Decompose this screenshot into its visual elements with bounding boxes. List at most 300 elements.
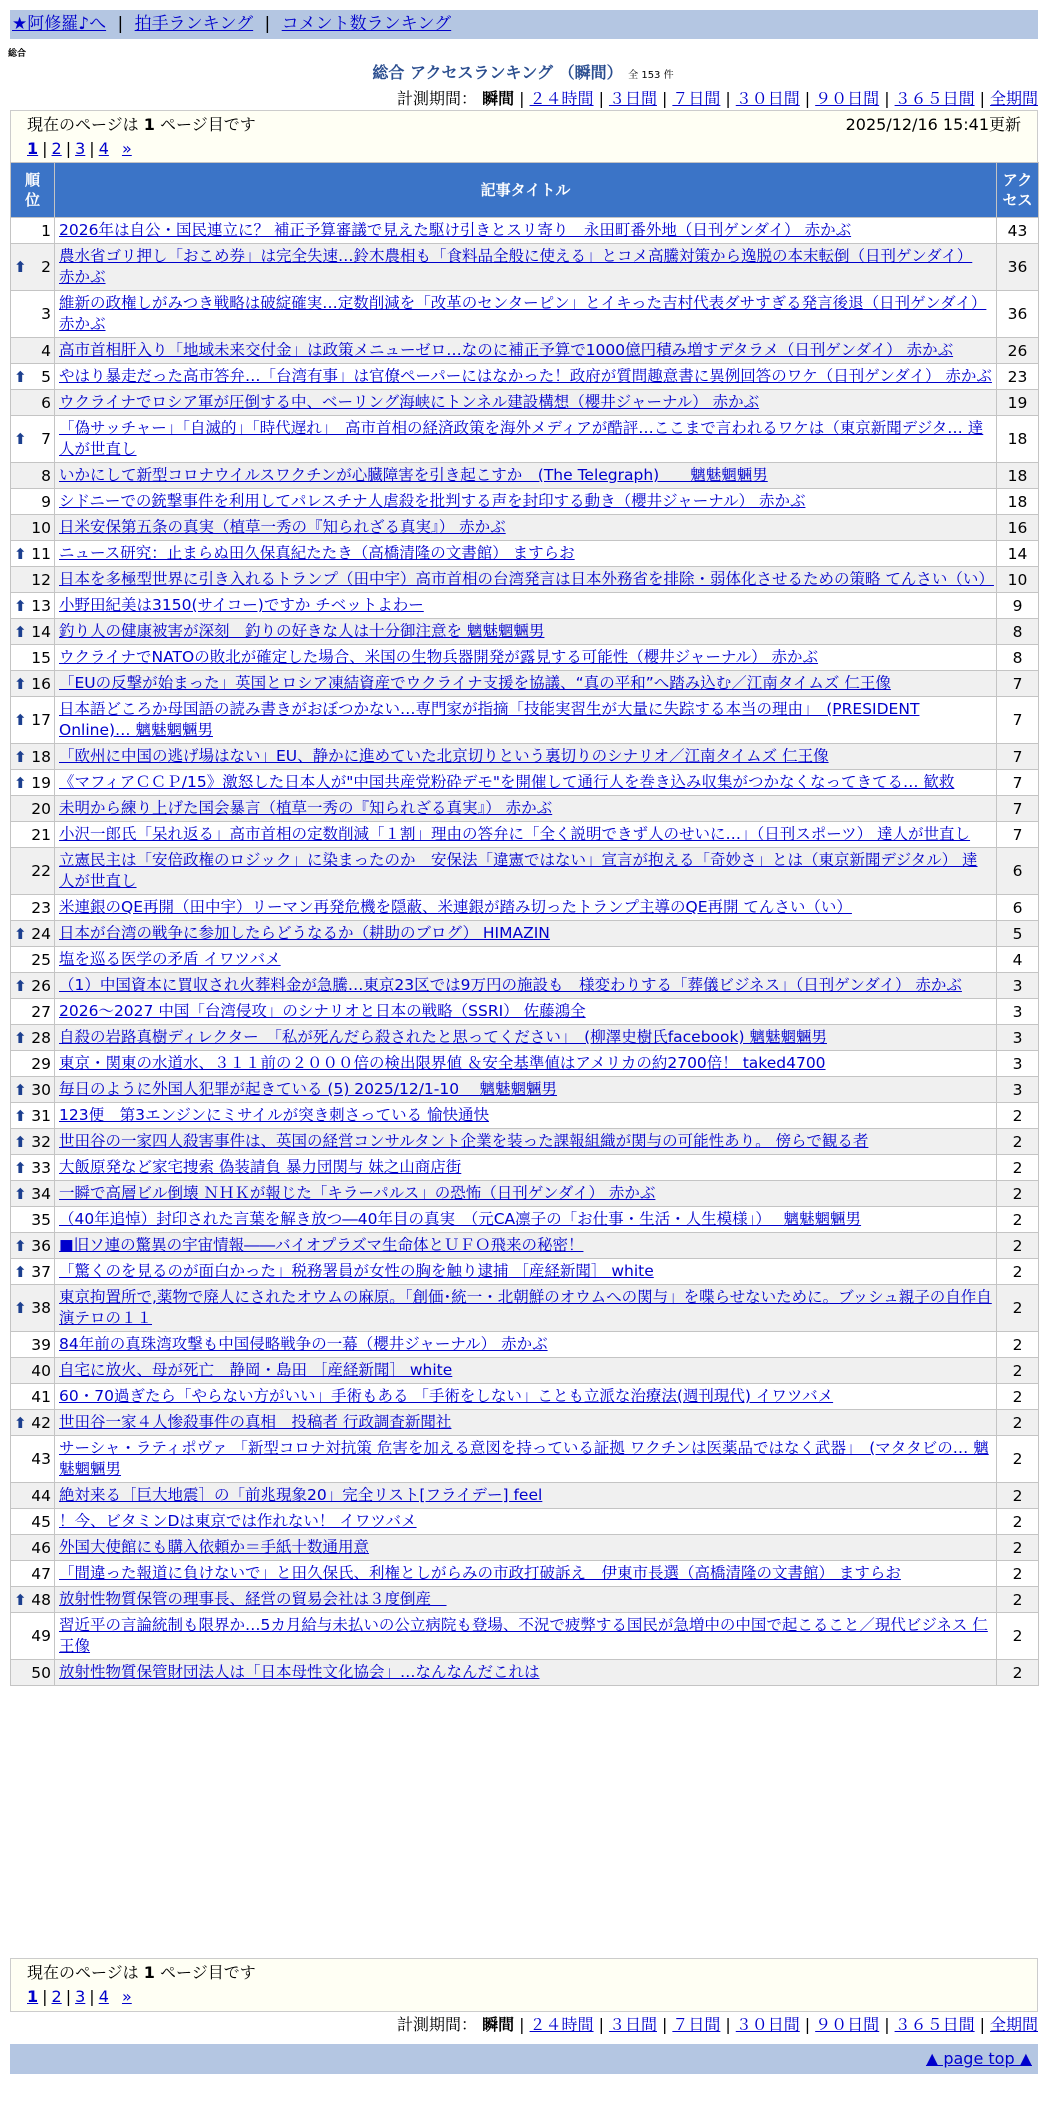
article-title-link[interactable]: ウクライナでロシア軍が圧倒する中、ベーリング海峡にトンネル建設構想（櫻井ジャーナル） 赤かぶ bbox=[59, 393, 760, 411]
page-info-bottom bbox=[10, 1958, 1038, 2012]
article-title-link[interactable]: 大飯原発など家宅捜索 偽装請負 暴力団関与 妹之山商店街 bbox=[59, 1158, 462, 1176]
period-link[interactable]: ９０日間 bbox=[815, 89, 880, 108]
article-title-link[interactable]: 日本が台湾の戦争に参加したらどうなるか（耕助のブログ） HIMAZIN bbox=[59, 924, 550, 942]
article-title-link[interactable]: 農水省ゴリ押し「おこめ券」は完全失速…鈴木農相も「食料品全般に使える」とコメ高騰対策から逸脱の本末転倒（日刊ゲンダイ） 赤かぶ bbox=[59, 247, 973, 286]
article-title-link[interactable]: 123便 第3エンジンにミサイルが突き刺さっている 愉快通快 bbox=[59, 1106, 490, 1124]
rank-number: 33 bbox=[31, 1158, 51, 1177]
title-cell bbox=[55, 895, 997, 921]
article-title-link[interactable]: 「驚くのを見るのが面白かった」税務署員が女性の胸を触り逮捕 ［産経新聞］ white bbox=[59, 1262, 654, 1280]
table-row bbox=[11, 291, 1039, 338]
table-row bbox=[11, 1332, 1039, 1358]
title-cell bbox=[55, 1613, 997, 1660]
period-link[interactable]: ２４時間 bbox=[529, 89, 594, 108]
period-separator: | bbox=[598, 2015, 604, 2034]
pager-top bbox=[27, 137, 1021, 161]
article-title-link[interactable]: 小沢一郎氏「呆れ返る」高市首相の定数削減「１割」理由の答弁に「全く説明できず人のせいに…」（日刊スポーツ） 達人が世直し bbox=[59, 825, 971, 843]
title-cell bbox=[55, 947, 997, 973]
access-count: 7 bbox=[997, 744, 1039, 770]
table-row bbox=[11, 671, 1039, 697]
home-link[interactable]: ★阿修羅♪へ bbox=[12, 14, 107, 34]
title-cell bbox=[55, 744, 997, 770]
rank-up-arrow-icon: ⬆ bbox=[14, 596, 27, 615]
title-cell bbox=[55, 848, 997, 895]
table-row bbox=[11, 1358, 1039, 1384]
table-row bbox=[11, 1259, 1039, 1285]
pager-page-link[interactable]: 2 bbox=[51, 1987, 62, 2006]
period-link[interactable]: 全期間 bbox=[989, 2015, 1038, 2034]
access-count: 2 bbox=[997, 1233, 1039, 1259]
article-title-link[interactable]: 自宅に放火、母が死亡 静岡・島田 ［産経新聞］ white bbox=[59, 1361, 453, 1379]
period-separator: | bbox=[979, 2015, 985, 2034]
rank-cell bbox=[11, 895, 55, 921]
rank-number: 10 bbox=[31, 518, 51, 537]
title-cell bbox=[55, 515, 997, 541]
article-title-link[interactable]: 日本語どころか母国語の読み書きがおぼつかない…専門家が指摘「技能実習生が大量に失踪する本当の理由」 (PRESIDENT Online)… 魑魅魍魎男 bbox=[59, 700, 920, 739]
rank-up-arrow-icon: ⬆ bbox=[14, 1236, 27, 1255]
rank-cell bbox=[11, 1483, 55, 1509]
article-title-link[interactable]: 習近平の言論統制も限界か…5カ月給与未払いの公立病院も登場、不況で疲弊する国民が急増中の中国で起こること／現代ビジネス 仁王像 bbox=[59, 1616, 988, 1655]
rank-up-arrow-icon: ⬆ bbox=[14, 711, 27, 729]
title-cell bbox=[55, 697, 997, 744]
table-row bbox=[11, 895, 1039, 921]
pager-separator: | bbox=[65, 139, 72, 158]
title-cell bbox=[55, 822, 997, 848]
title-cell bbox=[55, 1155, 997, 1181]
rank-number: 36 bbox=[31, 1236, 51, 1255]
access-count: 7 bbox=[997, 697, 1039, 744]
pager-separator: | bbox=[65, 1987, 72, 2006]
table-row bbox=[11, 1077, 1039, 1103]
title-cell bbox=[55, 619, 997, 645]
table-row bbox=[11, 973, 1039, 999]
title-cell bbox=[55, 593, 997, 619]
article-title-link[interactable]: シドニーでの銃撃事件を利用してパレスチナ人虐殺を批判する声を封印する動き（櫻井ジャーナル） 赤かぶ bbox=[59, 492, 806, 510]
table-row bbox=[11, 619, 1039, 645]
access-count: 36 bbox=[997, 291, 1039, 338]
total-count: 全 153 件 bbox=[628, 70, 674, 81]
article-title-link[interactable]: 自殺の岩路真樹ディレクター 「私が死んだら殺されたと思ってください」 (柳澤史樹氏facebook) 魑魅魍魎男 bbox=[59, 1028, 827, 1046]
article-title-link[interactable]: やはり暴走だった高市答弁…「台湾有事」は官僚ペーパーにはなかった！政府が質問趣意書に異例回答のワケ（日刊ゲンダイ） 赤かぶ bbox=[59, 367, 992, 385]
rank-number: 32 bbox=[31, 1132, 51, 1151]
rank-cell bbox=[11, 515, 55, 541]
nav-separator: | bbox=[117, 14, 124, 34]
article-title-link[interactable]: 「欧州に中国の逃げ場はない」EU、静かに進めていた北京切りという裏切りのシナリオ／江南タイムズ 仁王像 bbox=[59, 747, 829, 765]
article-title-link[interactable]: 日本を多極型世界に引き入れるトランプ（田中宇）高市首相の台湾発言は日本外務省を排除・弱体化させるための策略 てんさい（い） bbox=[59, 570, 994, 588]
table-row bbox=[11, 390, 1039, 416]
rank-up-arrow-icon: ⬆ bbox=[14, 622, 27, 641]
rank-number: 26 bbox=[31, 976, 51, 995]
rank-up-arrow-icon: ⬆ bbox=[14, 367, 27, 386]
rank-cell bbox=[11, 999, 55, 1025]
rank-number: 3 bbox=[41, 305, 51, 323]
table-row bbox=[11, 1535, 1039, 1561]
article-title-link[interactable]: 東京・関東の水道水、３１１前の２０００倍の検出限界値 ＆安全基準値はアメリカの約2700倍！ taked4700 bbox=[59, 1054, 826, 1072]
title-column-header: 記事タイトル bbox=[55, 163, 997, 218]
period-link[interactable]: ２４時間 bbox=[529, 2015, 594, 2034]
pager-separator: | bbox=[42, 1987, 48, 2006]
rank-cell bbox=[11, 291, 55, 338]
access-count: 2 bbox=[997, 1259, 1039, 1285]
pager-page-link[interactable]: 4 bbox=[98, 1987, 109, 2006]
rank-number: 41 bbox=[31, 1387, 51, 1406]
period-link[interactable]: ３日間 bbox=[608, 89, 657, 108]
title-cell bbox=[55, 1181, 997, 1207]
comment-ranking-link[interactable]: コメント数ランキング bbox=[281, 14, 452, 34]
rank-cell bbox=[11, 1561, 55, 1587]
period-link[interactable]: ３６５日間 bbox=[894, 2015, 975, 2034]
table-row bbox=[11, 515, 1039, 541]
period-link[interactable]: ３６５日間 bbox=[894, 89, 975, 108]
article-title-link[interactable]: 84年前の真珠湾攻撃も中国侵略戦争の一幕（櫻井ジャーナル） 赤かぶ bbox=[59, 1335, 548, 1353]
access-count: 2 bbox=[997, 1613, 1039, 1660]
period-separator: | bbox=[519, 89, 525, 108]
period-label: 計測期間： bbox=[397, 2015, 478, 2034]
access-count: 43 bbox=[997, 218, 1039, 244]
article-title-link[interactable]: 小野田紀美は3150(サイコー)ですか チベットよわー bbox=[59, 596, 424, 614]
table-row bbox=[11, 338, 1039, 364]
article-title-link[interactable]: 米連銀のQE再開（田中宇）リーマン再発危機を隠蔽、米連銀が踏み切ったトランプ主導のQE再開 てんさい（い） bbox=[59, 898, 852, 916]
period-current: 瞬間 bbox=[482, 89, 515, 108]
rank-cell bbox=[11, 1233, 55, 1259]
rank-cell bbox=[11, 1129, 55, 1155]
article-title-link[interactable]: 2026～2027 中国「台湾侵攻」のシナリオと日本の戦略（SSRI） 佐藤鴻全 bbox=[59, 1002, 586, 1020]
article-title-link[interactable]: （1）中国資本に買収され火葬料金が急騰…東京23区では9万円の施設も 様変わりする「葬儀ビジネス」（日刊ゲンダイ） 赤かぶ bbox=[59, 976, 962, 994]
access-count: 18 bbox=[997, 489, 1039, 515]
article-title-link[interactable]: ニュース研究：止まらぬ田久保真紀たたき（高橋清隆の文書館） ますらお bbox=[59, 544, 575, 562]
rank-cell bbox=[11, 1155, 55, 1181]
article-title-link[interactable]: 塩を巡る医学の矛盾 イワツバメ bbox=[59, 950, 281, 968]
pager-next-link[interactable]: » bbox=[121, 139, 132, 158]
article-title-link[interactable]: 「偽サッチャー」「自滅的」「時代遅れ」 高市首相の経済政策を海外メディアが酷評…ここまで言われるワケは（東京新聞デジタ… 達人が世直し bbox=[59, 419, 984, 458]
article-title-link[interactable]: 絶対来る［巨大地震］の「前兆現象20」完全リスト[フライデー] feel bbox=[59, 1486, 543, 1504]
page-info-prefix: 現在のページは bbox=[27, 1963, 139, 1982]
title-cell bbox=[55, 1233, 997, 1259]
access-count: 2 bbox=[997, 1207, 1039, 1233]
rank-number: 27 bbox=[31, 1002, 51, 1021]
article-title-link[interactable]: 東京拘置所で,薬物で廃人にされたオウムの麻原。「創価･統一・北朝鮮のオウムへの関与」を喋らせないために。ブッシュ親子の自作自演テロの１１ bbox=[59, 1288, 992, 1327]
access-count: 4 bbox=[997, 947, 1039, 973]
rank-cell bbox=[11, 1207, 55, 1233]
article-title-link[interactable]: 外国大使館にも購入依頼か＝手紙十数通用意 bbox=[59, 1538, 370, 1556]
rank-number: 40 bbox=[31, 1361, 51, 1380]
access-count: 14 bbox=[997, 541, 1039, 567]
table-row bbox=[11, 1410, 1039, 1436]
rank-number: 19 bbox=[31, 773, 51, 792]
rank-cell bbox=[11, 973, 55, 999]
rank-cell bbox=[11, 848, 55, 895]
table-row bbox=[11, 921, 1039, 947]
rank-number: 30 bbox=[31, 1080, 51, 1099]
rank-cell bbox=[11, 921, 55, 947]
rank-up-arrow-icon: ⬆ bbox=[14, 1590, 27, 1609]
access-count: 6 bbox=[997, 895, 1039, 921]
rank-number: 21 bbox=[31, 825, 51, 844]
title-cell bbox=[55, 921, 997, 947]
period-selector-bottom bbox=[397, 2012, 1038, 2035]
rank-up-arrow-icon: ⬆ bbox=[14, 544, 27, 563]
rank-up-arrow-icon: ⬆ bbox=[14, 258, 27, 276]
pager-page-link[interactable]: 4 bbox=[98, 139, 109, 158]
title-cell bbox=[55, 364, 997, 390]
article-title-link[interactable]: 未明から練り上げた国会暴言（植草一秀の『知られざる真実』） 赤かぶ bbox=[59, 799, 553, 817]
table-row bbox=[11, 1103, 1039, 1129]
category-label: 総合 bbox=[8, 49, 27, 59]
access-count: 2 bbox=[997, 1384, 1039, 1410]
rank-number: 28 bbox=[31, 1028, 51, 1047]
rank-cell bbox=[11, 390, 55, 416]
ranking-table bbox=[10, 162, 1039, 1686]
article-title-link[interactable]: 放射性物質保管の理事長、経営の貿易会社は３度倒産 bbox=[59, 1590, 447, 1608]
title-cell bbox=[55, 1285, 997, 1332]
access-count: 2 bbox=[997, 1561, 1039, 1587]
period-link[interactable]: ３０日間 bbox=[735, 89, 800, 108]
rank-number: 38 bbox=[31, 1299, 51, 1317]
page-info-top bbox=[10, 110, 1038, 164]
title-cell bbox=[55, 1587, 997, 1613]
table-row bbox=[11, 218, 1039, 244]
rank-cell bbox=[11, 1384, 55, 1410]
period-link[interactable]: ９０日間 bbox=[815, 2015, 880, 2034]
table-row bbox=[11, 1436, 1039, 1483]
pager-separator: | bbox=[89, 1987, 95, 2006]
access-count: 2 bbox=[997, 1129, 1039, 1155]
table-row bbox=[11, 364, 1039, 390]
rank-number: 4 bbox=[41, 341, 51, 360]
page-info-suffix: ページ目です bbox=[160, 1963, 256, 1982]
article-title-link[interactable]: 維新の政権しがみつき戦略は破綻確実…定数削減を「改革のセンターピン」とイキった吉村代表ダサすぎる発言後退（日刊ゲンダイ） 赤かぶ bbox=[59, 294, 987, 333]
table-row bbox=[11, 489, 1039, 515]
pager-page-current[interactable] bbox=[27, 1987, 38, 2006]
top-nav-bar bbox=[10, 10, 1038, 39]
article-title-link[interactable]: 一瞬で高層ビル倒壊 ＮＨＫが報じた「キラーパルス」の恐怖（日刊ゲンダイ） 赤かぶ bbox=[59, 1184, 656, 1202]
table-row bbox=[11, 697, 1039, 744]
article-title-link[interactable]: （40年追悼）封印された言葉を解き放つ―40年目の真実 （元CA凛子の「お仕事・生活・人生模様」） 魑魅魍魎男 bbox=[59, 1210, 862, 1228]
access-count: 7 bbox=[997, 822, 1039, 848]
footer-bar bbox=[10, 2044, 1038, 2074]
rank-number: 17 bbox=[31, 711, 51, 729]
access-count: 2 bbox=[997, 1483, 1039, 1509]
article-title-link[interactable]: 世田谷一家４人惨殺事件の真相 投稿者 行政調査新聞社 bbox=[59, 1413, 452, 1431]
rank-cell bbox=[11, 1509, 55, 1535]
access-column-header: アクセス bbox=[997, 163, 1039, 218]
pager-page-link[interactable]: 3 bbox=[75, 1987, 86, 2006]
article-title-link[interactable]: 放射性物質保管財団法人は「日本母性文化協会」…なんなんだこれは bbox=[59, 1663, 540, 1681]
rank-number: 6 bbox=[41, 393, 51, 412]
article-title-link[interactable]: 《マフィアＣＣＰ/15》激怒した日本人が"中国共産党粉砕デモ"を開催して通行人を巻き込み収集がつかなくなってきてる… 歓救 bbox=[59, 773, 955, 791]
article-title-link[interactable]: ！今、ビタミンDは東京では作れない！ イワツバメ bbox=[59, 1512, 417, 1530]
title-cell bbox=[55, 1207, 997, 1233]
article-title-link[interactable]: ■旧ソ連の驚異の宇宙情報――バイオプラズマ生命体とＵＦＯ飛来の秘密！ bbox=[59, 1236, 584, 1254]
nav-separator: | bbox=[264, 14, 271, 34]
access-count: 2 bbox=[997, 1587, 1039, 1613]
rank-number: 46 bbox=[31, 1538, 51, 1557]
pager-page-number: 1 bbox=[27, 139, 39, 158]
period-separator: | bbox=[598, 89, 604, 108]
article-title-link[interactable]: 高市首相肝入り「地域未来交付金」は政策メニューゼロ…なのに補正予算で1000億円積み増すデタラメ（日刊ゲンダイ） 赤かぶ bbox=[59, 341, 954, 359]
rank-up-arrow-icon: ⬆ bbox=[14, 1413, 27, 1432]
table-row bbox=[11, 770, 1039, 796]
access-count: 16 bbox=[997, 515, 1039, 541]
rank-cell bbox=[11, 1587, 55, 1613]
applause-ranking-link[interactable]: 拍手ランキング bbox=[134, 14, 254, 34]
table-row bbox=[11, 541, 1039, 567]
access-count: 18 bbox=[997, 416, 1039, 463]
rank-cell bbox=[11, 947, 55, 973]
access-count: 10 bbox=[997, 567, 1039, 593]
rank-number: 1 bbox=[41, 221, 51, 240]
rank-cell bbox=[11, 1613, 55, 1660]
rank-cell bbox=[11, 619, 55, 645]
page-top-link[interactable]: ▲ page top ▲ bbox=[925, 2049, 1032, 2068]
rank-cell bbox=[11, 1025, 55, 1051]
period-separator: | bbox=[979, 89, 985, 108]
rank-number: 37 bbox=[31, 1262, 51, 1281]
rank-up-arrow-icon: ⬆ bbox=[14, 747, 27, 766]
rank-up-arrow-icon: ⬆ bbox=[14, 1299, 27, 1317]
rank-up-arrow-icon: ⬆ bbox=[14, 1262, 27, 1281]
table-row bbox=[11, 1561, 1039, 1587]
rank-cell bbox=[11, 1051, 55, 1077]
updated-timestamp: 2025/12/16 15:41更新 bbox=[845, 115, 1021, 134]
table-row bbox=[11, 999, 1039, 1025]
rank-cell bbox=[11, 671, 55, 697]
article-title-link[interactable]: 「間違った報道に負けないで」と田久保氏、利権としがらみの市政打破訴え 伊東市長選（高橋清隆の文書館） ますらお bbox=[59, 1564, 901, 1582]
title-cell bbox=[55, 1332, 997, 1358]
period-link[interactable]: 全期間 bbox=[989, 89, 1038, 108]
rank-cell bbox=[11, 1358, 55, 1384]
table-row bbox=[11, 1025, 1039, 1051]
table-row bbox=[11, 796, 1039, 822]
current-page-number: 1 bbox=[143, 1963, 155, 1982]
pager-separator bbox=[113, 139, 118, 158]
article-title-link[interactable]: 2026年は自公・国民連立に？ 補正予算審議で見えた駆け引きとスリ寄り 永田町番外地（日刊ゲンダイ） 赤かぶ bbox=[59, 221, 852, 239]
rank-number: 13 bbox=[31, 596, 51, 615]
title-cell bbox=[55, 1077, 997, 1103]
rank-number: 5 bbox=[41, 367, 51, 386]
title-cell bbox=[55, 645, 997, 671]
rank-number: 9 bbox=[41, 492, 51, 511]
table-row bbox=[11, 1207, 1039, 1233]
table-header-row bbox=[11, 163, 1039, 218]
access-count: 9 bbox=[997, 593, 1039, 619]
page-info-prefix: 現在のページは bbox=[27, 115, 139, 134]
access-count: 18 bbox=[997, 463, 1039, 489]
rank-cell bbox=[11, 697, 55, 744]
table-row bbox=[11, 1613, 1039, 1660]
period-link[interactable]: ７日間 bbox=[672, 89, 721, 108]
rank-number: 12 bbox=[31, 570, 51, 589]
access-count: 2 bbox=[997, 1103, 1039, 1129]
table-row bbox=[11, 947, 1039, 973]
table-row bbox=[11, 1051, 1039, 1077]
rank-cell bbox=[11, 1332, 55, 1358]
rank-up-arrow-icon: ⬆ bbox=[14, 976, 27, 995]
rank-up-arrow-icon: ⬆ bbox=[14, 1158, 27, 1177]
access-count: 7 bbox=[997, 796, 1039, 822]
rank-up-arrow-icon: ⬆ bbox=[14, 1106, 27, 1125]
rank-number: 2 bbox=[41, 258, 51, 276]
article-title-link[interactable]: サーシャ・ラティポヴァ 「新型コロナ対抗策 危害を加える意図を持っている証拠 ワクチンは医薬品ではなく武器」 (マタタビの… 魑魅魍魎男 bbox=[59, 1439, 989, 1478]
pager-bottom bbox=[27, 1985, 1021, 2009]
title-cell bbox=[55, 999, 997, 1025]
rank-cell bbox=[11, 244, 55, 291]
article-title-link[interactable]: いかにして新型コロナウイルスワクチンが心臓障害を引き起こすか (The Telegraph) 魑魅魍魎男 bbox=[59, 466, 768, 484]
title-cell bbox=[55, 1509, 997, 1535]
title-cell bbox=[55, 1410, 997, 1436]
rank-number: 11 bbox=[31, 544, 51, 563]
rank-cell bbox=[11, 489, 55, 515]
rank-cell bbox=[11, 593, 55, 619]
rank-cell bbox=[11, 1285, 55, 1332]
title-cell bbox=[55, 218, 997, 244]
access-count: 3 bbox=[997, 999, 1039, 1025]
rank-cell bbox=[11, 416, 55, 463]
page-title bbox=[0, 60, 1046, 83]
period-separator: | bbox=[725, 2015, 731, 2034]
pager-page-current[interactable] bbox=[27, 139, 38, 158]
rank-up-arrow-icon: ⬆ bbox=[14, 674, 27, 693]
rank-number: 34 bbox=[31, 1184, 51, 1203]
pager-page-link[interactable]: 3 bbox=[75, 139, 86, 158]
pager-page-link[interactable]: 2 bbox=[51, 139, 62, 158]
title-cell bbox=[55, 1483, 997, 1509]
title-cell bbox=[55, 416, 997, 463]
rank-number: 7 bbox=[41, 430, 51, 448]
access-count: 19 bbox=[997, 390, 1039, 416]
table-row bbox=[11, 463, 1039, 489]
article-title-link[interactable]: 日米安保第五条の真実（植草一秀の『知られざる真実』） 赤かぶ bbox=[59, 518, 506, 536]
access-count: 3 bbox=[997, 1051, 1039, 1077]
article-title-link[interactable]: 「EUの反撃が始まった」英国とロシア凍結資産でウクライナ支援を協議、“真の平和”へ踏み込む／江南タイムズ 仁王像 bbox=[59, 674, 891, 692]
rank-up-arrow-icon: ⬆ bbox=[14, 924, 27, 943]
access-count: 23 bbox=[997, 364, 1039, 390]
period-link[interactable]: ３日間 bbox=[608, 2015, 657, 2034]
pager-separator: | bbox=[89, 139, 95, 158]
article-title-link[interactable]: 世田谷の一家四人殺害事件は、英国の経営コンサルタント企業を装った課報組織が関与の可能性あり。 傍らで観る者 bbox=[59, 1132, 869, 1150]
rank-cell bbox=[11, 463, 55, 489]
period-link[interactable]: ７日間 bbox=[672, 2015, 721, 2034]
article-title-link[interactable]: 毎日のように外国人犯罪が起きている (5) 2025/12/1-10 魑魅魍魎男 bbox=[59, 1080, 558, 1098]
article-title-link[interactable]: ウクライナでNATOの敗北が確定した場合、米国の生物兵器開発が露見する可能性（櫻井ジャーナル） 赤かぶ bbox=[59, 648, 819, 666]
rank-number: 42 bbox=[31, 1413, 51, 1432]
table-row bbox=[11, 822, 1039, 848]
title-cell bbox=[55, 338, 997, 364]
period-link[interactable]: ３０日間 bbox=[735, 2015, 800, 2034]
table-row bbox=[11, 1233, 1039, 1259]
rank-cell bbox=[11, 1077, 55, 1103]
rank-up-arrow-icon: ⬆ bbox=[14, 773, 27, 792]
access-count: 26 bbox=[997, 338, 1039, 364]
title-cell bbox=[55, 973, 997, 999]
pager-separator: | bbox=[42, 139, 48, 158]
rank-number: 20 bbox=[31, 799, 51, 818]
article-title-link[interactable]: 60・70過ぎたら「やらない方がいい」手術もある 「手術をしない」ことも立派な治療法(週刊現代) イワツバメ bbox=[59, 1387, 834, 1405]
rank-number: 18 bbox=[31, 747, 51, 766]
table-row bbox=[11, 1384, 1039, 1410]
rank-number: 15 bbox=[31, 648, 51, 667]
rank-number: 39 bbox=[31, 1335, 51, 1354]
period-separator: | bbox=[661, 2015, 668, 2034]
period-separator: | bbox=[884, 2015, 890, 2034]
period-separator: | bbox=[661, 89, 668, 108]
pager-next-link[interactable]: » bbox=[121, 1987, 132, 2006]
title-cell bbox=[55, 567, 997, 593]
article-title-link[interactable]: 釣り人の健康被害が深刻 釣りの好きな人は十分御注意を 魑魅魍魎男 bbox=[59, 622, 545, 640]
rank-up-arrow-icon: ⬆ bbox=[14, 430, 27, 448]
access-count: 2 bbox=[997, 1660, 1039, 1686]
article-title-link[interactable]: 立憲民主は「安倍政権のロジック」に染まったのか 安保法「違憲ではない」宣言が抱える「奇妙さ」とは（東京新聞デジタル） 達人が世直し bbox=[59, 851, 978, 890]
rank-number: 49 bbox=[31, 1627, 51, 1645]
